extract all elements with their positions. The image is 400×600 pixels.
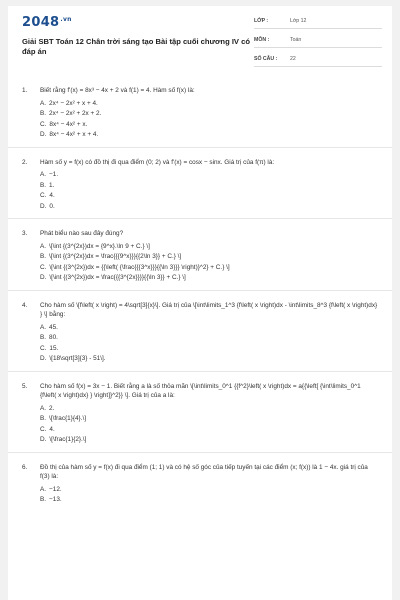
answer-option[interactable] (40, 354, 378, 365)
logo-text: 2048 (22, 15, 60, 30)
option-letter: A. (40, 485, 47, 493)
logo-tld: .vn (60, 15, 72, 23)
option-letter: C. (40, 425, 47, 433)
question-text: Cho hàm số f(x) = 3x − 1. Biết rằng a là số thỏa mãn \[\int\limits_0^1 {{f^2}\left( x \right)dx = a{{\left[ {\int\limits_0^1 {f\left( x \right)dx} } \right]}^2}} \]. Giá trị của a là: (40, 382, 361, 399)
option-letter: D. (40, 274, 47, 281)
answer-option[interactable] (40, 414, 378, 425)
answer-option[interactable] (40, 181, 378, 192)
site-logo[interactable] (22, 15, 72, 30)
document-page (8, 6, 392, 600)
option-letter: B. (40, 253, 47, 260)
option-text: 15. (49, 344, 59, 352)
option-letter: D. (40, 131, 47, 138)
answer-options (40, 323, 378, 365)
option-text: 2x⁴ − 2x² + x + 4. (49, 99, 98, 107)
option-text: −1. (49, 171, 59, 178)
option-text: \[\int {(3^{2x})dx = {{\left( {\frac{{{3^x}}}{{\ln 3}}} \right)}^2} + C.} \] (49, 263, 230, 271)
option-letter: A. (40, 404, 47, 412)
option-text: 2. (49, 404, 55, 412)
option-letter: D. (40, 355, 47, 362)
question-list (8, 76, 392, 512)
meta-label: MÔN : (254, 37, 270, 43)
option-text: 8x⁴ − 4x² + x. (49, 120, 88, 128)
option-text: \[\frac{1}{4}.\] (49, 415, 86, 422)
meta-label: SỐ CÂU : (254, 56, 278, 62)
answer-option[interactable] (40, 120, 378, 131)
answer-option[interactable] (40, 263, 378, 274)
question-text: Cho hàm số \[f\left( x \right) = 4\sqrt[3]{x}\]. Giá trị của \[\int\limits_1^3 {f\left( x \right)dx - \int\limits_8^3 {f\left( x \right)dx} } \] bằng: (40, 301, 378, 318)
answer-option[interactable] (40, 425, 378, 436)
option-letter: B. (40, 334, 47, 341)
answer-option[interactable] (40, 191, 378, 202)
option-text: \[18\sqrt[3]{3} - 51\]. (49, 355, 106, 362)
meta-row-grade (254, 14, 382, 29)
option-text: \[\frac{1}{2}.\] (49, 436, 87, 443)
question-text: Đồ thị của hàm số y = f(x) đi qua điểm (1; 1) và có hệ số góc của tiếp tuyến tại các điểm (x; f(x)) là 1 − 4x. giá trị của f(3) là: (40, 463, 368, 480)
meta-row-subject (254, 33, 382, 48)
answer-option[interactable] (40, 404, 378, 415)
option-text: 80. (49, 334, 58, 341)
option-letter: D. (40, 202, 47, 210)
option-text: \[\int {(3^{2x})dx = {9^x}.\ln 9 + C.} \] (49, 242, 150, 250)
document-meta (254, 14, 382, 71)
answer-option[interactable] (40, 495, 378, 506)
question-number: 5. (22, 382, 28, 390)
option-text: −13. (49, 496, 62, 503)
question-number: 3. (22, 230, 28, 237)
option-letter: B. (40, 110, 47, 117)
option-text: 1. (49, 181, 55, 189)
question-text: Phát biểu nào sau đây đúng? (40, 230, 124, 237)
answer-option[interactable] (40, 273, 378, 284)
question-number: 2. (22, 158, 28, 166)
answer-option[interactable] (40, 130, 378, 141)
answer-option[interactable] (40, 333, 378, 344)
answer-option[interactable] (40, 435, 378, 446)
question-item (8, 218, 392, 290)
option-text: 4. (49, 192, 55, 199)
option-letter: C. (40, 192, 47, 199)
option-text: 8x⁴ − 4x² + x + 4. (49, 131, 99, 138)
answer-option[interactable] (40, 109, 378, 120)
answer-options (40, 485, 378, 506)
option-letter: A. (40, 242, 47, 250)
answer-options (40, 404, 378, 446)
meta-value: 22 (290, 56, 296, 62)
option-letter: A. (40, 99, 47, 107)
question-item (8, 290, 392, 371)
option-text: \[\int {(3^{2x})dx = \frac{{{3^{2x}}}}{{\ln 3}} + C.} \] (49, 274, 186, 281)
meta-label: LỚP : (254, 18, 269, 24)
question-number: 1. (22, 87, 28, 94)
option-text: 2x⁴ − 2x² + 2x + 2. (49, 110, 102, 117)
meta-value: Toán (290, 37, 302, 43)
option-letter: C. (40, 263, 47, 271)
question-text: Biết rằng f'(x) = 8x³ − 4x + 2 và f(1) = 4. Hàm số f(x) là: (40, 87, 195, 94)
question-number: 6. (22, 463, 28, 471)
option-text: 0. (49, 202, 55, 210)
meta-row-question-count (254, 52, 382, 67)
option-letter: A. (40, 171, 47, 178)
option-text: 4. (49, 425, 55, 433)
answer-options (40, 170, 378, 212)
answer-option[interactable] (40, 202, 378, 213)
question-number: 4. (22, 301, 28, 309)
answer-options (40, 99, 378, 141)
option-letter: C. (40, 120, 47, 128)
question-item (8, 371, 392, 452)
question-text: Hàm số y = f(x) có đồ thị đi qua điểm (0; 2) và f'(x) = cosx − sinx. Giá trị của f(π) là: (40, 158, 275, 166)
option-text: −12. (49, 485, 62, 493)
answer-option[interactable] (40, 485, 378, 496)
option-letter: A. (40, 323, 47, 331)
option-text: 45. (49, 323, 58, 331)
question-item (8, 147, 392, 219)
answer-option[interactable] (40, 344, 378, 355)
question-item (8, 76, 392, 147)
meta-value: Lớp 12 (290, 18, 307, 24)
answer-option[interactable] (40, 323, 378, 334)
option-letter: B. (40, 415, 47, 422)
option-letter: C. (40, 344, 47, 352)
option-letter: B. (40, 181, 47, 189)
answer-option[interactable] (40, 170, 378, 181)
document-header (8, 6, 392, 64)
option-letter: B. (40, 496, 47, 503)
document-title: Giải SBT Toán 12 Chân trời sáng tạo Bài tập cuối chương IV có đáp án (22, 37, 250, 56)
option-letter: D. (40, 436, 47, 443)
answer-option[interactable] (40, 252, 378, 263)
answer-option[interactable] (40, 242, 378, 253)
option-text: \[\int {(3^{2x})dx = \frac{{{9^x}}}{{2\ln 3}} + C.} \] (49, 253, 182, 260)
question-item (8, 452, 392, 512)
answer-option[interactable] (40, 99, 378, 110)
answer-options (40, 242, 378, 284)
